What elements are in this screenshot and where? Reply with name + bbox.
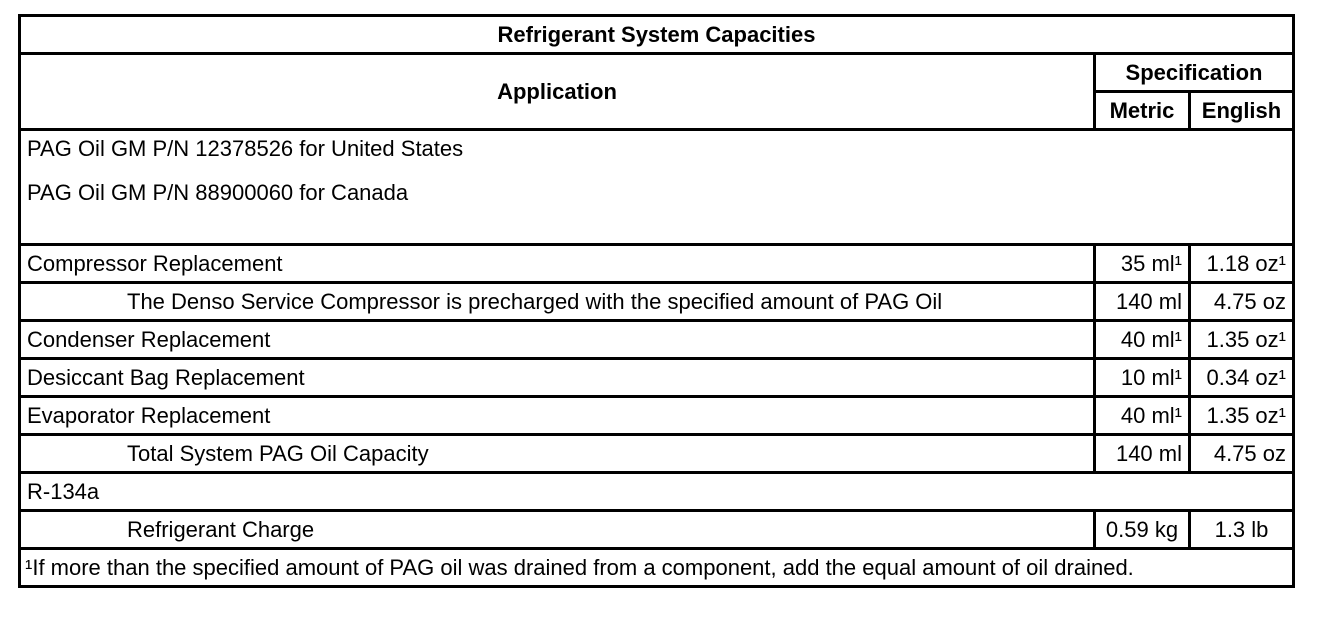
table-row — [20, 359, 1294, 397]
pag-oil-cell — [20, 130, 1294, 245]
refrigerant-charge-english: 1.3 lb — [1190, 511, 1294, 549]
table-row — [20, 321, 1294, 359]
header-metric: Metric — [1095, 92, 1190, 130]
row-english: 1.35 oz¹ — [1190, 397, 1294, 435]
row-english: 4.75 oz — [1190, 283, 1294, 321]
table-row — [20, 283, 1294, 321]
row-english: 4.75 oz — [1190, 435, 1294, 473]
refrigerant-type: R-134a — [20, 473, 1294, 511]
row-metric: 140 ml — [1095, 435, 1190, 473]
row-label: Evaporator Replacement — [20, 397, 1095, 435]
pag-oil-row — [20, 130, 1294, 245]
row-label: The Denso Service Compressor is precharged with the specified amount of PAG Oil — [20, 283, 1095, 321]
row-english: 1.35 oz¹ — [1190, 321, 1294, 359]
row-metric: 35 ml¹ — [1095, 245, 1190, 283]
footnote-row — [20, 549, 1294, 587]
row-metric: 40 ml¹ — [1095, 397, 1190, 435]
refrigerant-charge-row — [20, 511, 1294, 549]
row-label: Desiccant Bag Replacement — [20, 359, 1095, 397]
row-metric: 10 ml¹ — [1095, 359, 1190, 397]
row-metric: 40 ml¹ — [1095, 321, 1190, 359]
refrigerant-charge-label: Refrigerant Charge — [20, 511, 1095, 549]
table-row — [20, 435, 1294, 473]
row-label: Compressor Replacement — [20, 245, 1095, 283]
footnote: ¹If more than the specified amount of PAG oil was drained from a component, add the equal amount of oil drained. — [20, 549, 1294, 587]
pag-oil-canada: PAG Oil GM P/N 88900060 for Canada — [27, 180, 409, 205]
row-english: 0.34 oz¹ — [1190, 359, 1294, 397]
row-english: 1.18 oz¹ — [1190, 245, 1294, 283]
capacities-table — [18, 14, 1295, 588]
header-english: English — [1190, 92, 1294, 130]
table-row — [20, 397, 1294, 435]
header-application: Application — [20, 54, 1095, 130]
table-row — [20, 245, 1294, 283]
row-label: Total System PAG Oil Capacity — [20, 435, 1095, 473]
refrigerant-charge-metric: 0.59 kg — [1095, 511, 1190, 549]
row-label: Condenser Replacement — [20, 321, 1095, 359]
header-specification: Specification — [1095, 54, 1294, 92]
title-row — [20, 16, 1294, 54]
header-row — [20, 54, 1294, 92]
pag-oil-us: PAG Oil GM P/N 12378526 for United States — [27, 136, 464, 161]
row-metric: 140 ml — [1095, 283, 1190, 321]
table-title: Refrigerant System Capacities — [20, 16, 1294, 54]
refrigerant-type-row — [20, 473, 1294, 511]
